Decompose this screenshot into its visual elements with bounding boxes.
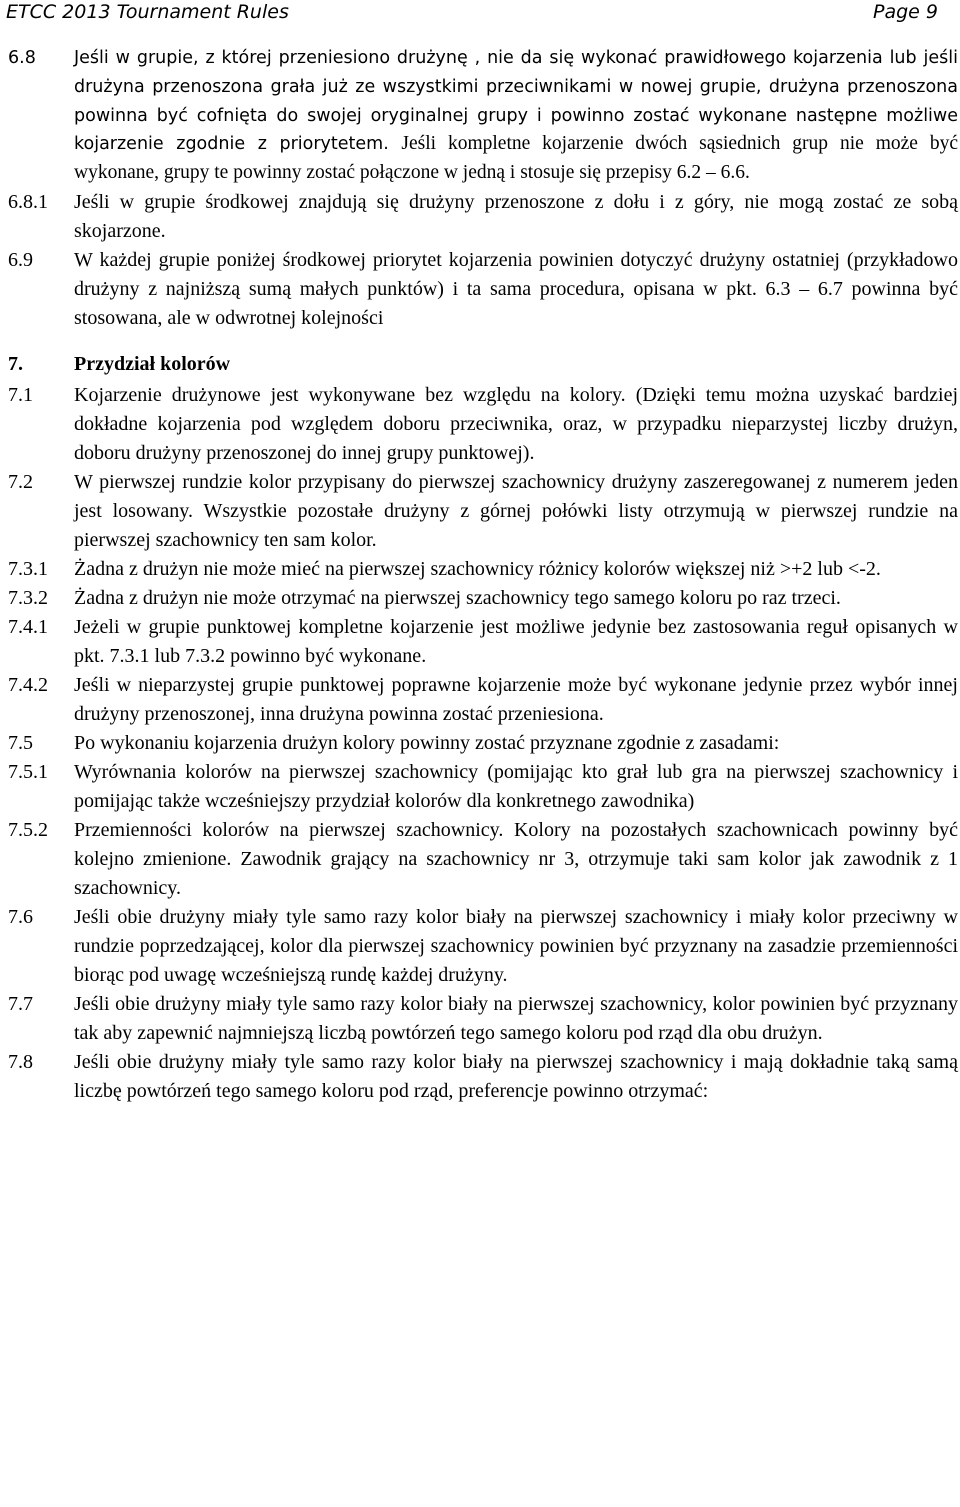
rule-paragraph bbox=[0, 990, 958, 1048]
rule-text-sans: Jeśli w grupie, z której przeniesiono drużynę , nie da się wykonać prawidłowego kojarzenia lub jeśli drużyna przenoszona grała już ze wszystkimi przeciwnikami w nowej grupie, drużyna przenoszona powinna być cofnięta do swojej oryginalnej grupy i powinno zostać wykonane następne możliwe kojarzenie zgodnie z priorytetem. bbox=[74, 48, 958, 155]
rule-text: Jeśli w grupie środkowej znajdują się drużyny przenoszone z dołu i z góry, nie mogą zostać ze sobą skojarzone. bbox=[74, 190, 958, 242]
document-title: ETCC 2013 Tournament Rules bbox=[6, 1, 289, 23]
rule-paragraph bbox=[0, 468, 958, 555]
rule-text: Jeżeli w grupie punktowej kompletne kojarzenie jest możliwe jedynie bez zastosowania reguł opisanych w pkt. 7.3.1 lub 7.3.2 powinno być wykonane. bbox=[74, 615, 958, 667]
rule-number: 7.5.1 bbox=[8, 760, 48, 783]
rule-paragraph bbox=[0, 44, 958, 188]
rule-number: 7.3.2 bbox=[8, 586, 48, 609]
rule-number: 7.4.1 bbox=[8, 615, 48, 638]
rule-number: 6.9 bbox=[8, 248, 33, 271]
rule-paragraph bbox=[0, 613, 958, 671]
rule-text: Kojarzenie drużynowe jest wykonywane bez względu na kolory. (Dzięki temu można uzyskać bardziej dokładne kojarzenia pod względem doboru przeciwnika, oraz, w przypadku nieparzystej liczby drużyn, doboru drużyny przenoszonej do innej grupy punktowej). bbox=[74, 383, 958, 464]
section-heading bbox=[0, 350, 958, 379]
rule-text: Jeśli obie drużyny miały tyle samo razy kolor biały na pierwszej szachownicy i mają dokładnie taką samą liczbę powtórzeń tego samego koloru pod rząd, preferencje powinno otrzymać: bbox=[74, 1050, 958, 1102]
rule-text: Wyrównania kolorów na pierwszej szachownicy (pomijając kto grał lub gra na pierwszej szachownicy i pomijając także wcześniejszy przydział kolorów dla konkretnego zawodnika) bbox=[74, 760, 958, 812]
rule-paragraph bbox=[0, 816, 958, 903]
rule-paragraph bbox=[0, 246, 958, 333]
rule-text: Żadna z drużyn nie może mieć na pierwszej szachownicy różnicy kolorów większej niż >+2 lub <-2. bbox=[74, 557, 881, 580]
rule-text: W pierwszej rundzie kolor przypisany do pierwszej szachownicy drużyny zaszeregowanej z numerem jeden jest losowany. Wszystkie pozostałe drużyny z górnej połówki listy otrzymują w pierwszej rundzie na pierwszej szachownicy ten sam kolor. bbox=[74, 470, 958, 551]
rule-paragraph bbox=[0, 729, 958, 758]
rule-number: 7.3.1 bbox=[8, 557, 48, 580]
rule-number: 7.7 bbox=[8, 992, 33, 1015]
rule-number: 7.8 bbox=[8, 1050, 33, 1073]
rule-text: W każdej grupie poniżej środkowej priorytet kojarzenia powinien dotyczyć drużyny ostatniej (przykładowo drużyny z najniższą sumą małych punktów) i ta sama procedura, opisana w pkt. 6.3 – 6.7 powinna być stosowana, ale w odwrotnej kolejności bbox=[74, 248, 958, 329]
rule-paragraph bbox=[0, 584, 958, 613]
page-header bbox=[0, 0, 960, 30]
rule-text: Jeśli w nieparzystej grupie punktowej poprawne kojarzenie może być wykonane jedynie przez wybór innej drużyny przenoszonej, inna drużyna powinna zostać przeniesiona. bbox=[74, 673, 958, 725]
rule-paragraph bbox=[0, 758, 958, 816]
rule-text: Jeśli obie drużyny miały tyle samo razy kolor biały na pierwszej szachownicy, kolor powinien być przyznany tak aby zapewnić najmniejszą liczbą powtórzeń tego samego koloru pod rząd dla obu drużyn. bbox=[74, 992, 958, 1044]
rule-number: 7.6 bbox=[8, 905, 33, 928]
rule-paragraph bbox=[0, 555, 958, 584]
rule-number: 7.2 bbox=[8, 470, 33, 493]
rule-number: 7.1 bbox=[8, 383, 33, 406]
rule-paragraph bbox=[0, 188, 958, 246]
rule-paragraph bbox=[0, 671, 958, 729]
rule-text: Przemienności kolorów na pierwszej szachownicy. Kolory na pozostałych szachownicach powinny być kolejno zmienione. Zawodnik grający na szachownicy nr 3, otrzymuje taki sam kolor jak zawodnik z 1 szachownicy. bbox=[74, 818, 958, 899]
document-body bbox=[0, 44, 958, 1106]
rule-text: Żadna z drużyn nie może otrzymać na pierwszej szachownicy tego samego koloru po raz trzeci. bbox=[74, 586, 841, 609]
rule-text: Jeśli obie drużyny miały tyle samo razy kolor biały na pierwszej szachownicy i miały kolor przeciwny w rundzie poprzedzającej, kolor dla pierwszej szachownicy powinien być przyznany na zasadzie przemienności biorąc pod uwagę wcześniejszą rundę każdej drużyny. bbox=[74, 905, 958, 986]
rule-number: 6.8 bbox=[8, 48, 36, 68]
section-title: Przydział kolorów bbox=[74, 352, 231, 375]
rule-number: 7.4.2 bbox=[8, 673, 48, 696]
rule-text bbox=[74, 44, 958, 188]
rule-number: 7.5.2 bbox=[8, 818, 48, 841]
rule-paragraph bbox=[0, 903, 958, 990]
page-number: Page 9 bbox=[873, 1, 938, 23]
section-number: 7. bbox=[8, 352, 23, 375]
rule-number: 6.8.1 bbox=[8, 190, 48, 213]
rule-paragraph bbox=[0, 381, 958, 468]
rule-paragraph bbox=[0, 1048, 958, 1106]
rule-number: 7.5 bbox=[8, 731, 33, 754]
rule-text-serif: Jeśli kompletne kojarzenie dwóch sąsiednich grup nie może być wykonane, grupy te powinny zostać połączone w jedną i stosuje się przepisy 6.2 – 6.6. bbox=[74, 133, 958, 184]
rule-text: Po wykonaniu kojarzenia drużyn kolory powinny zostać przyznane zgodnie z zasadami: bbox=[74, 731, 780, 754]
